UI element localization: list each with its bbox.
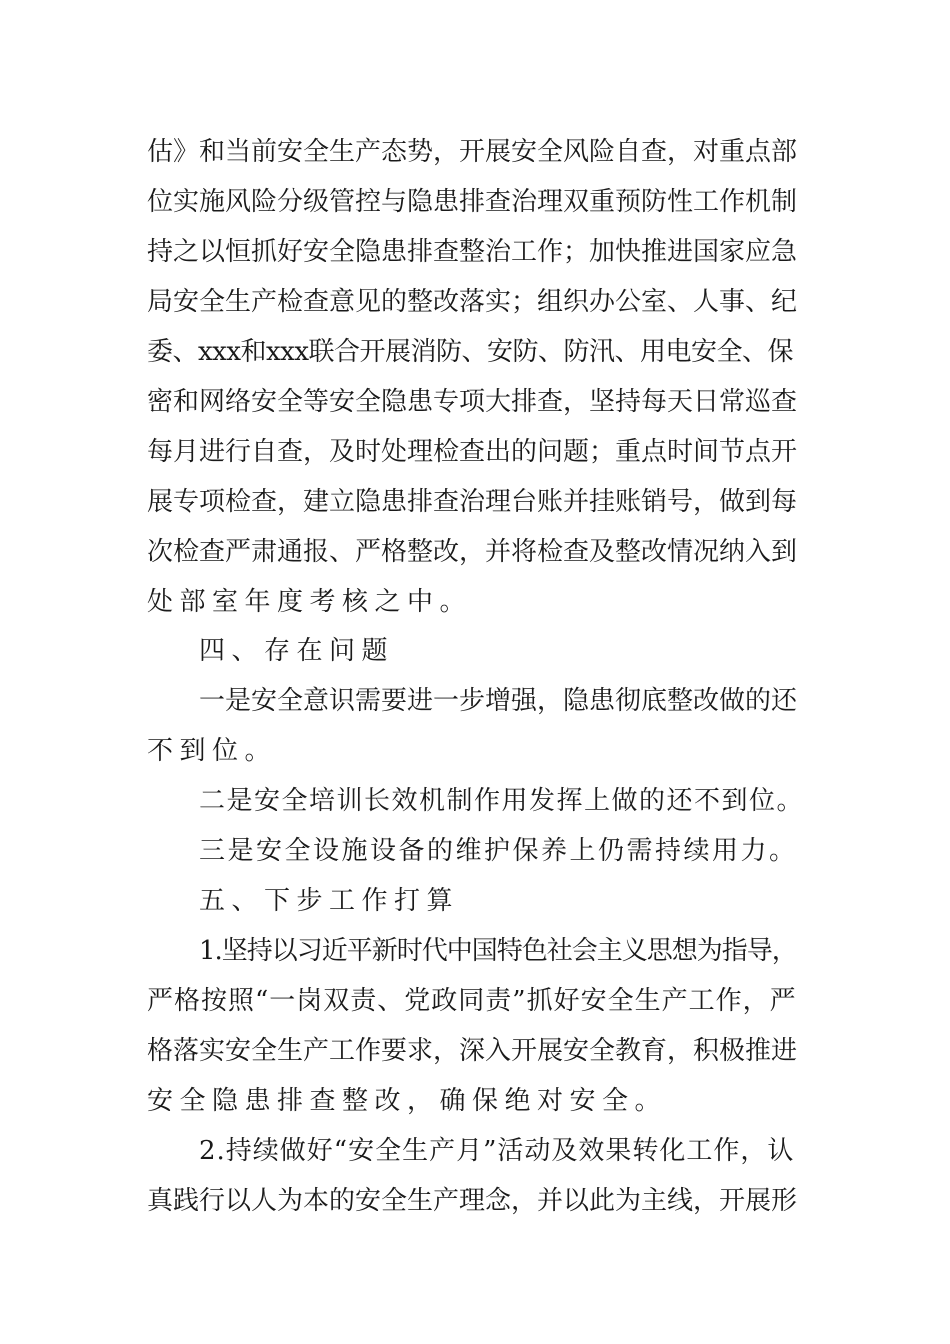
- body-text-line: 位实施风险分级管控与隐患排查治理双重预防性工作机制: [147, 187, 798, 217]
- body-text-line: 三是安全设施设备的维护保养上仍需持续用力。: [199, 836, 798, 866]
- body-text-line: 局安全生产检查意见的整改落实；组织办公室、人事、纪: [147, 287, 798, 317]
- body-text-line: 持之以恒抓好安全隐患排查整治工作；加快推进国家应急: [147, 237, 798, 267]
- body-text-line: 估》和当前安全生产态势，开展安全风险自查，对重点部: [147, 137, 798, 167]
- body-text-line: 真践行以人为本的安全生产理念，并以此为主线，开展形: [147, 1186, 798, 1216]
- body-text-line: 展专项检查，建立隐患排查治理台账并挂账销号，做到每: [147, 487, 798, 517]
- body-text-line: 不到位。: [147, 736, 278, 766]
- body-text-line: 一是安全意识需要进一步增强，隐患彻底整改做的还: [199, 686, 798, 716]
- section-heading: 五、下步工作打算: [199, 886, 460, 916]
- section-heading: 四、存在问题: [199, 636, 395, 666]
- body-text-line: 每月进行自查，及时处理检查出的问题；重点时间节点开: [147, 437, 798, 467]
- body-text-line: 次检查严肃通报、严格整改，并将检查及整改情况纳入到: [147, 537, 798, 567]
- body-text-line: 处部室年度考核之中。: [147, 587, 473, 617]
- body-text-line: 2.持续做好“安全生产月”活动及效果转化工作，认: [199, 1136, 795, 1166]
- body-text-line: 严格按照“一岗双责、党政同责”抓好安全生产工作，严: [147, 986, 797, 1016]
- body-text-line: 密和网络安全等安全隐患专项大排查，坚持每天日常巡查: [147, 387, 798, 417]
- body-text-line: 安全隐患排查整改，确保绝对安全。: [147, 1086, 668, 1116]
- body-text-line: 1.坚持以习近平新时代中国特色社会主义思想为指导，: [199, 936, 797, 966]
- body-text-line: 格落实安全生产工作要求，深入开展安全教育，积极推进: [147, 1036, 798, 1066]
- body-text-line: 委、xxx和xxx联合开展消防、安防、防汛、用电安全、保: [147, 337, 793, 367]
- body-text-line: 二是安全培训长效机制作用发挥上做的还不到位。: [199, 786, 805, 816]
